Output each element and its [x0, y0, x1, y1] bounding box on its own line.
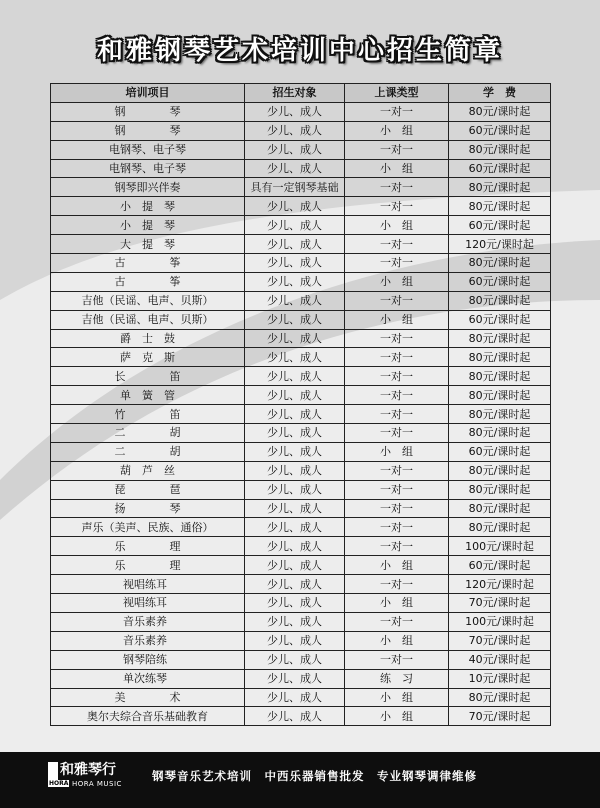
- class-type-cell: 一对一: [345, 612, 449, 631]
- table-row: [51, 631, 551, 650]
- audience-cell: 少儿、成人: [245, 688, 345, 707]
- table-row: [51, 140, 551, 159]
- class-type-cell: 一对一: [345, 386, 449, 405]
- fee-cell: 80元/课时起: [449, 499, 551, 518]
- class-type-cell: 小 组: [345, 688, 449, 707]
- table-row: [51, 216, 551, 235]
- table-row: [51, 405, 551, 424]
- class-type-cell: 小 组: [345, 272, 449, 291]
- course-cell: 电钢琴、电子琴: [51, 159, 245, 178]
- fee-cell: 60元/课时起: [449, 216, 551, 235]
- audience-cell: 少儿、成人: [245, 631, 345, 650]
- table-row: [51, 310, 551, 329]
- fee-cell: 60元/课时起: [449, 272, 551, 291]
- fee-cell: 80元/课时起: [449, 254, 551, 273]
- fee-cell: 100元/课时起: [449, 537, 551, 556]
- class-type-cell: 一对一: [345, 480, 449, 499]
- header-fee: 学 费: [449, 84, 551, 103]
- audience-cell: 少儿、成人: [245, 310, 345, 329]
- audience-cell: 少儿、成人: [245, 461, 345, 480]
- fee-cell: 70元/课时起: [449, 707, 551, 726]
- table-row: [51, 329, 551, 348]
- class-type-cell: 练 习: [345, 669, 449, 688]
- table-row: [51, 197, 551, 216]
- class-type-cell: 一对一: [345, 575, 449, 594]
- class-type-cell: 小 组: [345, 121, 449, 140]
- course-cell: 爵 士 鼓: [51, 329, 245, 348]
- table-row: [51, 272, 551, 291]
- audience-cell: 少儿、成人: [245, 707, 345, 726]
- audience-cell: 少儿、成人: [245, 159, 345, 178]
- course-cell: 乐 理: [51, 556, 245, 575]
- audience-cell: 少儿、成人: [245, 386, 345, 405]
- course-cell: 视唱练耳: [51, 594, 245, 613]
- table-header-row: [51, 84, 551, 103]
- fee-cell: 80元/课时起: [449, 329, 551, 348]
- course-cell: 小 提 琴: [51, 216, 245, 235]
- table-row: [51, 291, 551, 310]
- course-cell: 萨 克 斯: [51, 348, 245, 367]
- table-row: [51, 254, 551, 273]
- fee-cell: 60元/课时起: [449, 442, 551, 461]
- audience-cell: 少儿、成人: [245, 499, 345, 518]
- table-row: [51, 612, 551, 631]
- class-type-cell: 一对一: [345, 537, 449, 556]
- fee-cell: 80元/课时起: [449, 102, 551, 121]
- table-row: [51, 518, 551, 537]
- table-row: [51, 102, 551, 121]
- course-cell: 电钢琴、电子琴: [51, 140, 245, 159]
- course-cell: 二 胡: [51, 424, 245, 443]
- audience-cell: 少儿、成人: [245, 594, 345, 613]
- fee-cell: 10元/课时起: [449, 669, 551, 688]
- class-type-cell: 一对一: [345, 405, 449, 424]
- course-cell: 琵 琶: [51, 480, 245, 499]
- audience-cell: 少儿、成人: [245, 537, 345, 556]
- class-type-cell: 一对一: [345, 102, 449, 121]
- audience-cell: 少儿、成人: [245, 216, 345, 235]
- fee-cell: 80元/课时起: [449, 424, 551, 443]
- table-row: [51, 235, 551, 254]
- fee-cell: 80元/课时起: [449, 140, 551, 159]
- fee-cell: 80元/课时起: [449, 386, 551, 405]
- fee-cell: 80元/课时起: [449, 178, 551, 197]
- fee-cell: 80元/课时起: [449, 480, 551, 499]
- class-type-cell: 小 组: [345, 707, 449, 726]
- course-cell: 吉他（民谣、电声、贝斯）: [51, 310, 245, 329]
- audience-cell: 少儿、成人: [245, 272, 345, 291]
- fee-cell: 80元/课时起: [449, 367, 551, 386]
- course-cell: 单 簧 管: [51, 386, 245, 405]
- course-cell: 钢琴陪练: [51, 650, 245, 669]
- audience-cell: 少儿、成人: [245, 650, 345, 669]
- class-type-cell: 一对一: [345, 424, 449, 443]
- class-type-cell: 一对一: [345, 461, 449, 480]
- course-cell: 葫 芦 丝: [51, 461, 245, 480]
- fee-cell: 80元/课时起: [449, 518, 551, 537]
- course-cell: 吉他（民谣、电声、贝斯）: [51, 291, 245, 310]
- class-type-cell: 一对一: [345, 499, 449, 518]
- fee-cell: 80元/课时起: [449, 291, 551, 310]
- audience-cell: 少儿、成人: [245, 121, 345, 140]
- audience-cell: 少儿、成人: [245, 424, 345, 443]
- fee-table-body: [51, 102, 551, 725]
- course-cell: 美 术: [51, 688, 245, 707]
- table-row: [51, 556, 551, 575]
- class-type-cell: 一对一: [345, 254, 449, 273]
- course-cell: 扬 琴: [51, 499, 245, 518]
- table-row: [51, 537, 551, 556]
- fee-cell: 60元/课时起: [449, 556, 551, 575]
- course-cell: 奥尔夫综合音乐基础教育: [51, 707, 245, 726]
- header-item: 培训项目: [51, 84, 245, 103]
- fee-cell: 100元/课时起: [449, 612, 551, 631]
- footer-slogan: 钢琴音乐艺术培训 中西乐器销售批发 专业钢琴调律维修: [152, 769, 477, 783]
- class-type-cell: 小 组: [345, 442, 449, 461]
- audience-cell: 少儿、成人: [245, 291, 345, 310]
- audience-cell: 少儿、成人: [245, 612, 345, 631]
- table-row: [51, 386, 551, 405]
- table-row: [51, 348, 551, 367]
- table-row: [51, 424, 551, 443]
- fee-cell: 80元/课时起: [449, 348, 551, 367]
- course-cell: 音乐素养: [51, 631, 245, 650]
- class-type-cell: 小 组: [345, 556, 449, 575]
- table-row: [51, 575, 551, 594]
- logo-english-name: HORA MUSIC: [72, 780, 122, 788]
- audience-cell: 少儿、成人: [245, 254, 345, 273]
- class-type-cell: 小 组: [345, 216, 449, 235]
- class-type-cell: 一对一: [345, 329, 449, 348]
- table-row: [51, 594, 551, 613]
- fee-cell: 80元/课时起: [449, 405, 551, 424]
- table-row: [51, 442, 551, 461]
- course-cell: 钢 琴: [51, 121, 245, 140]
- audience-cell: 少儿、成人: [245, 348, 345, 367]
- class-type-cell: 小 组: [345, 631, 449, 650]
- table-row: [51, 159, 551, 178]
- fee-table: [50, 83, 551, 726]
- fee-cell: 60元/课时起: [449, 159, 551, 178]
- course-cell: 长 笛: [51, 367, 245, 386]
- class-type-cell: 一对一: [345, 197, 449, 216]
- class-type-cell: 一对一: [345, 348, 449, 367]
- table-row: [51, 367, 551, 386]
- class-type-cell: 小 组: [345, 310, 449, 329]
- audience-cell: 少儿、成人: [245, 405, 345, 424]
- audience-cell: 少儿、成人: [245, 442, 345, 461]
- header-audience: 招生对象: [245, 84, 345, 103]
- audience-cell: 少儿、成人: [245, 197, 345, 216]
- class-type-cell: 一对一: [345, 650, 449, 669]
- fee-cell: 40元/课时起: [449, 650, 551, 669]
- class-type-cell: 一对一: [345, 367, 449, 386]
- fee-cell: 80元/课时起: [449, 197, 551, 216]
- brand-logo: [48, 758, 132, 798]
- audience-cell: 具有一定钢琴基础: [245, 178, 345, 197]
- audience-cell: 少儿、成人: [245, 518, 345, 537]
- page-title: 和雅钢琴艺术培训中心招生简章: [96, 36, 503, 66]
- course-cell: 二 胡: [51, 442, 245, 461]
- header-type: 上课类型: [345, 84, 449, 103]
- fee-cell: 80元/课时起: [449, 688, 551, 707]
- course-cell: 古 筝: [51, 254, 245, 273]
- class-type-cell: 一对一: [345, 518, 449, 537]
- course-cell: 大 提 琴: [51, 235, 245, 254]
- class-type-cell: 小 组: [345, 594, 449, 613]
- class-type-cell: 一对一: [345, 178, 449, 197]
- audience-cell: 少儿、成人: [245, 669, 345, 688]
- audience-cell: 少儿、成人: [245, 556, 345, 575]
- audience-cell: 少儿、成人: [245, 140, 345, 159]
- logo-tag: HORA: [49, 780, 69, 787]
- class-type-cell: 一对一: [345, 235, 449, 254]
- fee-cell: 70元/课时起: [449, 631, 551, 650]
- table-row: [51, 499, 551, 518]
- table-row: [51, 650, 551, 669]
- audience-cell: 少儿、成人: [245, 575, 345, 594]
- fee-cell: 60元/课时起: [449, 121, 551, 140]
- course-cell: 视唱练耳: [51, 575, 245, 594]
- footer-bar: [0, 752, 600, 808]
- audience-cell: 少儿、成人: [245, 102, 345, 121]
- course-cell: 声乐（美声、民族、通俗）: [51, 518, 245, 537]
- fee-cell: 80元/课时起: [449, 461, 551, 480]
- table-row: [51, 178, 551, 197]
- fee-cell: 120元/课时起: [449, 575, 551, 594]
- course-cell: 古 筝: [51, 272, 245, 291]
- table-row: [51, 461, 551, 480]
- course-cell: 钢 琴: [51, 102, 245, 121]
- table-row: [51, 480, 551, 499]
- audience-cell: 少儿、成人: [245, 329, 345, 348]
- class-type-cell: 小 组: [345, 159, 449, 178]
- course-cell: 小 提 琴: [51, 197, 245, 216]
- course-cell: 钢琴即兴伴奏: [51, 178, 245, 197]
- course-cell: 乐 理: [51, 537, 245, 556]
- table-row: [51, 121, 551, 140]
- course-cell: 音乐素养: [51, 612, 245, 631]
- fee-cell: 120元/课时起: [449, 235, 551, 254]
- class-type-cell: 一对一: [345, 140, 449, 159]
- class-type-cell: 一对一: [345, 291, 449, 310]
- table-row: [51, 707, 551, 726]
- audience-cell: 少儿、成人: [245, 480, 345, 499]
- audience-cell: 少儿、成人: [245, 367, 345, 386]
- logo-chinese-name: 和雅琴行: [60, 762, 116, 778]
- table-row: [51, 688, 551, 707]
- table-row: [51, 669, 551, 688]
- audience-cell: 少儿、成人: [245, 235, 345, 254]
- fee-cell: 60元/课时起: [449, 310, 551, 329]
- course-cell: 竹 笛: [51, 405, 245, 424]
- course-cell: 单次练琴: [51, 669, 245, 688]
- fee-cell: 70元/课时起: [449, 594, 551, 613]
